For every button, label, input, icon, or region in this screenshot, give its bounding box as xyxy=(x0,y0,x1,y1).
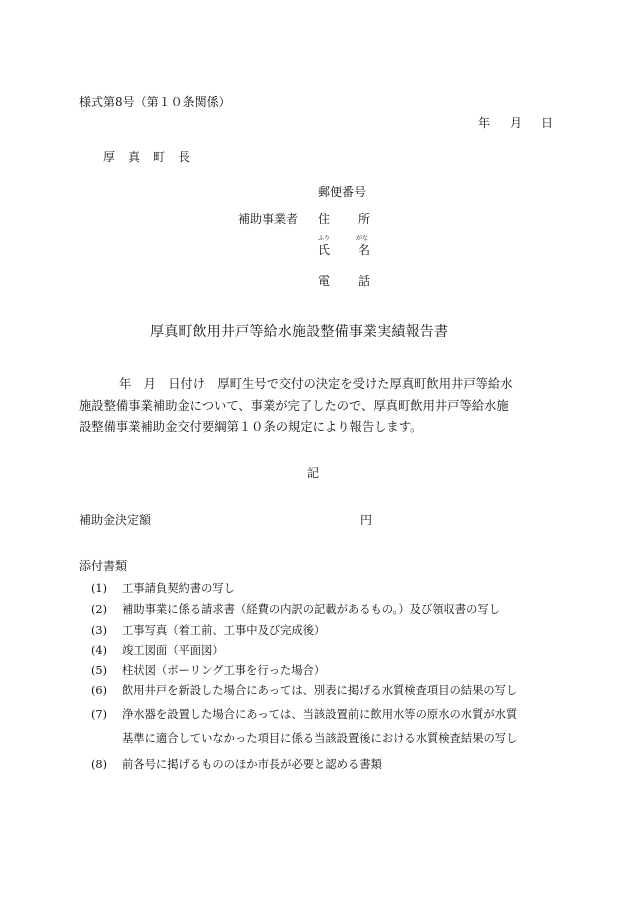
attachment-item xyxy=(91,706,517,722)
document-title: 厚真町飲用井戸等給水施設整備事業実績報告書 xyxy=(150,324,449,340)
attachment-item xyxy=(91,601,500,617)
attachment-number: (5) xyxy=(91,664,108,677)
attachment-number: (4) xyxy=(91,644,108,657)
addressee-char: 厚 xyxy=(103,150,116,164)
body-paragraph xyxy=(79,374,559,439)
attachment-number: (2) xyxy=(91,603,108,616)
address-label xyxy=(318,213,370,225)
date-day: 日 xyxy=(541,116,554,130)
attachment-text: 浄水器を設置した場合にあっては、当該設置前に飲用水等の原水の水質が水質 xyxy=(122,708,518,721)
subsidy-amount-label: 補助金決定額 xyxy=(79,513,152,527)
attachments-heading: 添付書類 xyxy=(79,559,128,573)
form-number: 様式第8号（第１０条関係） xyxy=(79,95,231,109)
phone-label xyxy=(318,275,370,287)
attachment-item xyxy=(91,580,235,596)
date-line xyxy=(478,117,553,129)
attachment-item xyxy=(91,642,224,658)
attachment-number: (7) xyxy=(91,708,108,721)
attachment-text: 補助事業に係る請求書（経費の内訳の記載があるもの。）及び領収書の写し xyxy=(122,603,500,616)
name-furigana-1: ふり xyxy=(318,235,331,242)
body-line: 施設整備事業補助金について、事業が完了したので、厚真町飲用井戸等給水施 xyxy=(79,398,509,413)
attachment-item xyxy=(91,662,325,678)
body-line: 設整備事業補助金交付要綱第１０条の規定により報告します。 xyxy=(79,420,423,434)
name-label xyxy=(318,244,370,256)
address-label-char: 住 xyxy=(318,212,331,226)
date-month: 月 xyxy=(510,116,523,130)
addressee-char: 真 xyxy=(128,150,141,164)
name-label-char: 氏 xyxy=(318,243,331,257)
attachment-item xyxy=(91,756,382,772)
attachment-number: (8) xyxy=(91,758,108,771)
addressee xyxy=(103,151,203,163)
attachment-item xyxy=(91,682,517,698)
attachment-number: (1) xyxy=(91,582,108,595)
attachment-number: (6) xyxy=(91,684,108,697)
attachment-item xyxy=(91,622,325,638)
date-year: 年 xyxy=(478,116,491,130)
postal-code-label: 郵便番号 xyxy=(318,185,367,199)
attachment-text: 前各号に掲げるもののほか市長が必要と認める書類 xyxy=(122,758,382,771)
addressee-char: 町 xyxy=(153,150,166,164)
applicant-role: 補助事業者 xyxy=(238,212,299,226)
name-furigana-2: がな xyxy=(356,235,369,242)
attachment-text: 工事写真（着工前、工事中及び完成後） xyxy=(122,624,326,637)
address-label-char: 所 xyxy=(358,212,371,226)
name-label-char: 名 xyxy=(358,243,371,257)
addressee-char: 長 xyxy=(178,150,191,164)
body-line: 年 月 日付け 厚町生号で交付の決定を受けた厚真町飲用井戸等給水 xyxy=(119,377,513,391)
phone-label-char: 電 xyxy=(318,274,331,288)
attachment-continuation: 基準に適合していなかった項目に係る当該設置後における水質検査結果の写し xyxy=(122,732,518,745)
subsidy-amount-unit: 円 xyxy=(360,513,373,527)
attachment-text: 飲用井戸を新設した場合にあっては、別表に掲げる水質検査項目の結果の写し xyxy=(122,684,518,697)
phone-label-char: 話 xyxy=(358,274,371,288)
attachment-number: (3) xyxy=(91,624,108,637)
notice-heading: 記 xyxy=(307,466,320,480)
attachment-text: 工事請負契約書の写し xyxy=(122,582,235,595)
attachment-text: 竣工図面（平面図） xyxy=(122,644,224,657)
attachment-text: 柱状図（ボーリング工事を行った場合） xyxy=(122,664,326,677)
